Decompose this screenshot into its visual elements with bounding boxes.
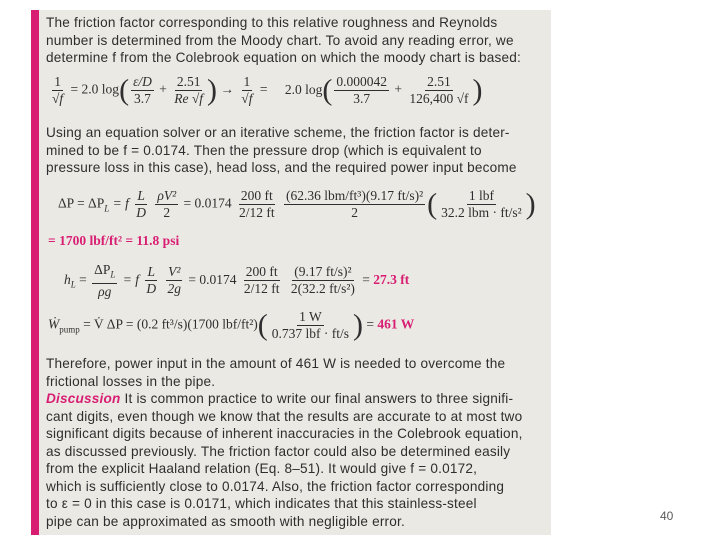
solver-line: mined to be f = 0.0174. Then the pressure drop (which is equivalent to (46, 142, 482, 158)
numeric-reynolds-term: $\frac{2.51}{126,400 √f}$ (409, 74, 469, 106)
equals-sign: = (70, 81, 79, 97)
solver-line: pressure loss in this case), head loss, and the required power input become (46, 160, 517, 175)
discussion-paragraph: Discussion It is common practice to write our final answers to three signifi- cant digits, even though we know that the results are accurate to at most two significant digits because of inherent inaccuracies in the Colebrook equation, as discussed previously. The friction factor could also be determined easily from the explicit Haaland relation (Eq. 8–51). It would give f = 0.0172, which is sufficiently close to 0.0174. Also, the friction factor corresponding to ε = 0 in this case is 0.0171, which indicates that this stainless-steel pipe can be approximated as smooth with negligible error. (46, 390, 541, 530)
intro-line: determine f from the Colebrook equation on which the moody chart is based: (46, 50, 521, 65)
intro-line: number is determined from the Moody chart. To avoid any reading error, we (46, 32, 514, 48)
pump-power-equation: Ẇ$_{pump}$ = V̇ ΔP = (0.2 ft³/s)(1700 lbf/ft²)( $\frac{1 W}{\text{0.737 lbf · ft/s}}$ ) = 461 W (48, 308, 415, 342)
therefore-paragraph (46, 355, 541, 390)
discussion-label: Discussion (46, 391, 121, 406)
intro-paragraph (46, 14, 541, 67)
plus-sign: + (159, 81, 167, 97)
solver-line: Using an equation solver or an iterative scheme, the friction factor is deter- (46, 125, 510, 140)
discussion-line: to ε = 0 in this case is 0.0171, which indicates that this stainless-steel (46, 496, 477, 511)
head-loss-result: 27.3 ft (373, 271, 410, 287)
eps-over-d-term: $\frac{\varepsilon/D}{3.7}$ (133, 74, 152, 106)
pressure-drop-result: = 1700 lbf/ft² = 11.8 psi (48, 233, 180, 248)
discussion-line: cant digits, even though we know that the results are accurate to at most two (46, 408, 523, 424)
discussion-line: as discussed previously. The friction factor could also be determined easily (46, 443, 511, 459)
colebrook-equation: $\frac{1}{√f}$ = 2.0 log( $\frac{\varepsilon/D}{3.7}$ + $\frac{2.51}{Re √f}$ ) → $\frac{1}{√f}$ = 2.0 log( $\frac{0.000042}{3.7}$ + $\frac{2.51}{126,400 √f}$ ) (52, 73, 483, 107)
solver-paragraph (46, 124, 541, 177)
discussion-line: from the explicit Haaland relation (Eq. 8–51). It would give f = 0.0172, (46, 461, 478, 476)
discussion-line: pipe can be approximated as smooth with negligible error. (46, 513, 405, 529)
arrow: → (220, 81, 234, 97)
accent-bar (31, 10, 39, 535)
inv-sqrt-f: $\frac{1}{√f}$ (52, 74, 64, 106)
reynolds-term: $\frac{2.51}{Re √f}$ (174, 74, 204, 106)
page-number: 40 (660, 509, 674, 523)
discussion-line: significant digits because of inherent inaccuracies in the Colebrook equation, (46, 426, 523, 441)
inv-sqrt-f-2: $\frac{1}{√f}$ (241, 74, 253, 106)
numeric-roughness-term: $\frac{0.000042}{3.7}$ (336, 74, 387, 106)
head-loss-equation: $h_L$ = $\frac{\Delta P_L}{\rho g}$ = f $\frac{L}{D}$ $\frac{\text{V²}}{2g}$ = 0.0174 $\frac{200 ft}{2/12 ft}$ $\frac{\text{(9.17 ft/s)²}}{\text{2(32.2 ft/s²)}}$ = 27.3 ft (64, 262, 410, 299)
pressure-drop-equation: $\Delta P = \Delta P_L = f$ $\frac{L}{D}$ $\frac{\text{ρV²}}{2}$ = 0.0174 $\frac{200 ft}{2/12 ft}$ $\frac{\text{(62.36 lbm/ft³)(9.17 ft/s)²}}{2}$ ( $\frac{\text{1 lbf}}{\text{32.2 lbm · ft/s²}}$ ) (58, 187, 536, 221)
therefore-line: Therefore, power input in the amount of 461 W is needed to overcome the (46, 356, 506, 371)
pump-power-result: 461 W (377, 316, 415, 332)
intro-line: The friction factor corresponding to this relative roughness and Reynolds (46, 15, 498, 30)
log-coefficient: 2.0 log (81, 81, 120, 97)
discussion-line: which is sufficiently close to 0.0174. Also, the friction factor corresponding (46, 478, 505, 494)
therefore-line: frictional losses in the pipe. (46, 373, 216, 389)
